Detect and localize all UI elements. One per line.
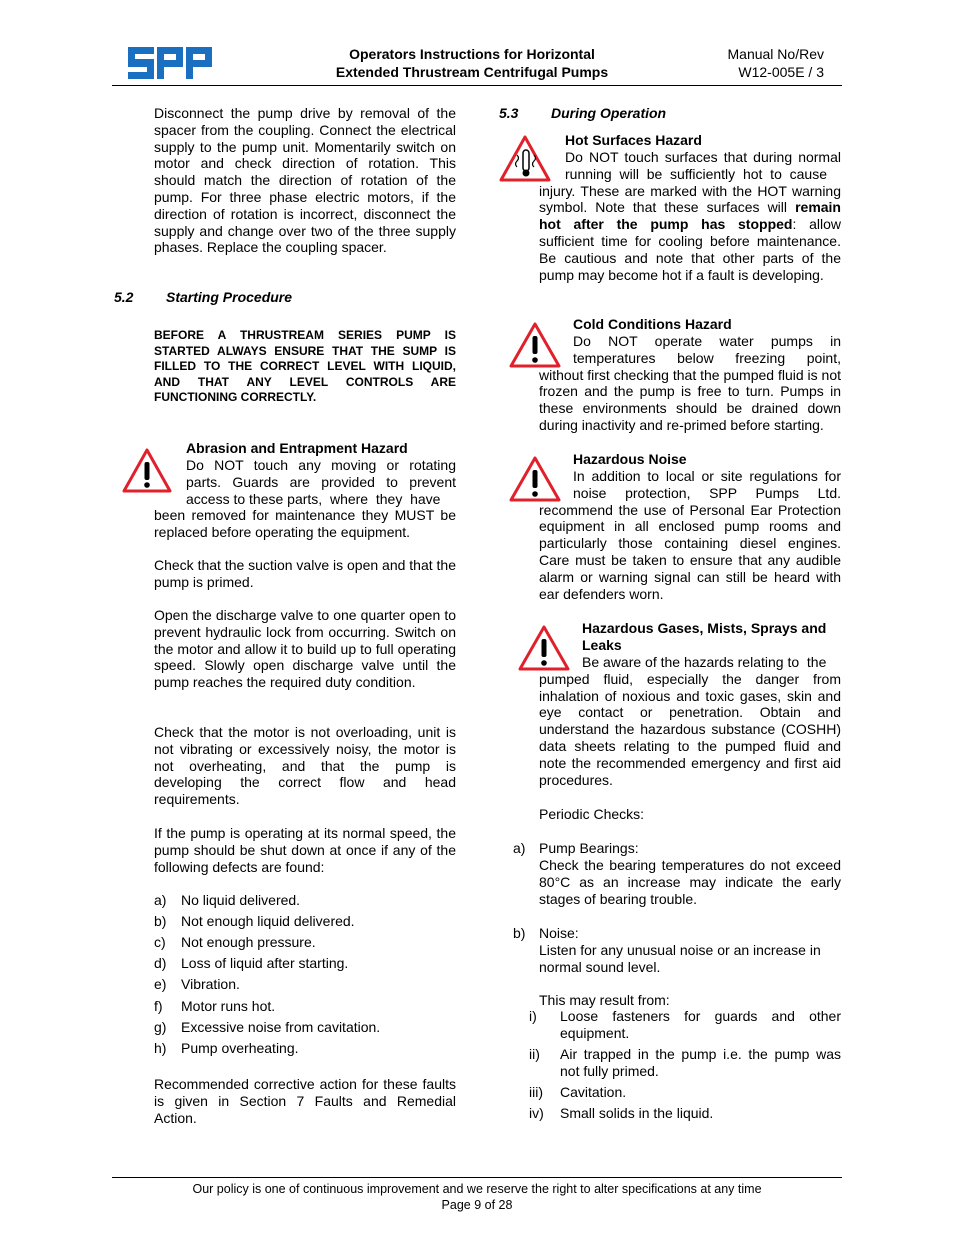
suction-paragraph: Check that the suction valve is open and that the pump is primed. [154,557,456,590]
noise-line: noise protection, SPP Pumps Ltd. [573,484,841,501]
list-text: Air trapped in the pump i.e. the pump was [560,1046,841,1062]
hot-surfaces-title: Hot Surfaces Hazard [565,132,702,148]
abrasion-line: parts. Guards are provided to prevent [186,473,456,490]
list-marker: e) [154,976,167,993]
list-item [529,1046,841,1080]
abrasion-line: access to these parts, where they have [186,490,441,507]
discharge-paragraph: Open the discharge valve to one quarter open to prevent hydraulic lock from occurring. Switch on the motor and allow it to build up to full operating speed. Slowly open discharge valve until the pump reaches the required duty condition. [154,607,456,691]
list-item [529,1105,841,1122]
abrasion-text: been removed for maintenance they MUST be replaced before operating the equipment. [154,507,456,541]
list-text: equipment. [560,1025,630,1041]
list-marker: c) [154,934,166,951]
normal-speed-paragraph: If the pump is operating at its normal speed, the pump should be shut down at once if any of the following defects are found: [154,825,456,875]
manual-number: Manual No/Rev W12-005E / 3 [727,46,824,80]
header-rule [112,85,842,86]
list-marker: iv) [529,1105,544,1121]
list-text: No liquid delivered. [181,892,301,908]
hazardous-gases-block [539,620,841,788]
list-text: Loose fasteners for guards and other [560,1008,841,1024]
noise-check-block [539,925,841,976]
noise-text: recommend the use of Personal Ear Protection equipment in all enclosed pump rooms and particularly those containing diesel engines. Care must be taken to ensure that any audible alarm or warning signal can still be heard with ear defenders worn. [539,501,841,602]
list-text: Excessive noise from cavitation. [181,1018,381,1035]
list-item [529,1008,841,1042]
footer-rule [112,1177,842,1178]
list-marker: iii) [529,1084,543,1100]
noise-check-title: Noise: [539,925,579,941]
noise-title: Hazardous Noise [573,451,687,467]
section-heading-5-2: 5.2 Starting Procedure [114,289,293,305]
noise-line: In addition to local or site regulations for [573,468,841,484]
list-text: Cavitation. [560,1084,627,1100]
list-marker: ii) [529,1046,540,1062]
list-text: Small solids in the liquid. [560,1105,714,1121]
page-number: Page 9 of 28 [441,1198,513,1212]
document-title: Operators Instructions for Horizontal Extended Thrustream Centrifugal Pumps [335,46,609,80]
hot-line: Do NOT touch surfaces that during normal [565,149,841,165]
list-marker: i) [529,1008,537,1024]
cold-line: Do NOT operate water pumps in [573,333,841,349]
abrasion-hazard-block [154,440,456,541]
list-text: Pump overheating. [181,1039,299,1056]
recommended-paragraph: Recommended corrective action for these faults is given in Section 7 Faults and Remedial Action. [154,1076,456,1126]
hot-surfaces-text: injury. These are marked with the HOT warning symbol. Note that these surfaces will remain hot after the pump has stopped: allow sufficient time for cooling before maintenance. Be cautious and note that other parts of the pump may become hot if a fault is developing. [539,182,841,283]
footer-policy: Our policy is one of continuous improvement and we reserve the right to alter specifications at any time [192,1182,762,1196]
gases-text: pumped fluid, especially the danger from inhalation of noxious and toxic gases, skin and eye contact or penetration. Obtain and understand the hazardous substance (COSHH) data sheets relating to the pumped fluid and note the recommended emergency and first aid procedures. [539,670,841,788]
hazardous-noise-block [539,451,841,602]
list-text: not fully primed. [560,1063,659,1079]
list-item [529,1084,841,1101]
periodic-checks-label: Periodic Checks: [539,806,645,822]
bearings-marker: a) [513,840,526,856]
cold-title: Cold Conditions Hazard [573,316,732,332]
bearings-text: Check the bearing temperatures do not exceed 80°C as an increase may indicate the early stages of bearing trouble. [539,857,841,907]
result-from-label: This may result from: [539,992,670,1008]
hot-line: running will be sufficiently hot to cause [565,165,827,182]
motor-check-paragraph: Check that the motor is not overloading, unit is not vibrating or excessively noisy, the motor is not overheating, and that the pump is developing the correct flow and head requirements. [154,724,456,808]
abrasion-hazard-title: Abrasion and Entrapment Hazard [186,440,408,456]
gases-line: Be aware of the hazards relating to the [582,654,827,670]
gases-title: Hazardous Gases, Mists, Sprays and [582,620,827,636]
spp-logo [128,47,212,79]
list-marker: b) [154,913,167,930]
bearings-title: Pump Bearings: [539,840,639,856]
hot-surfaces-block [539,132,841,283]
list-marker: a) [154,892,167,908]
abrasion-line: Do NOT touch any moving or rotating [186,457,456,473]
intro-paragraph: Disconnect the pump drive by removal of the spacer from the coupling. Connect the electrical supply to the pump unit. Momentarily switch on motor and check direction of rotation. This should match the direction of rotation of the pump. For three phase electric motors, if the direction of rotation is incorrect, disconnect the supply and change over two of the three supply phases. Replace the coupling spacer. [154,105,456,256]
cold-line: temperatures below freezing point, [573,349,841,366]
cold-text: without first checking that the pumped fluid is not frozen and the pump is free to turn. Pumps in these environments should be drained down during inactivity and re-primed before starting. [539,366,841,433]
list-text: Not enough pressure. [181,934,316,951]
list-marker: g) [154,1018,167,1035]
list-text: Vibration. [181,976,240,993]
list-marker: h) [154,1039,167,1056]
list-marker: f) [154,997,163,1014]
list-text: Motor runs hot. [181,997,276,1014]
cold-conditions-block [539,316,841,434]
noise-check-text: Listen for any unusual noise or an increase in normal sound level. [539,942,821,975]
gases-title: Leaks [582,637,622,653]
bearings-block [539,840,841,907]
noise-check-marker: b) [513,925,526,941]
list-text: Not enough liquid delivered. [181,913,355,930]
list-text: Loss of liquid after starting. [181,955,349,972]
footer [112,1181,842,1213]
list-marker: d) [154,955,167,972]
warning-caps-paragraph: BEFORE A THRUSTREAM SERIES PUMP IS STARTED ALWAYS ENSURE THAT THE SUMP IS FILLED TO THE CORRECT LEVEL WITH LIQUID, AND THAT ANY LEVEL CONTROLS ARE FUNCTIONING CORRECTLY. [154,328,456,404]
section-heading-5-3: 5.3 During Operation [499,105,667,121]
